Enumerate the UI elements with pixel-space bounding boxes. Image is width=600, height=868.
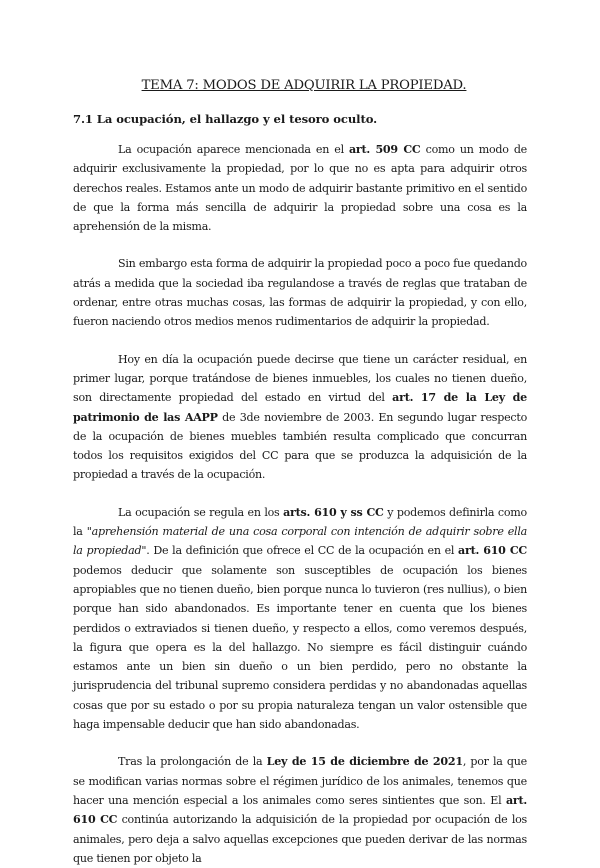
paragraph-5 bbox=[73, 752, 527, 868]
section-heading: 7.1 La ocupación, el hallazgo y el tesoro oculto. bbox=[73, 112, 378, 126]
text-run: como un modo de adquirir exclusivamente la propiedad, por lo que no es apta para adquirir otros derechos reales. Estamos ante un modo de adquirir bastante primitivo en el sentido de que la forma más sencilla de adquirir la propiedad sobre una cosa es la aprehensión de la misma. bbox=[73, 143, 527, 234]
text-run: de 3de noviembre de 2003. En segundo lugar respecto de la ocupación de bienes muebles también resulta complicado que concurran todos los requisitos exigidos del CC para que se produzca la adquisición de la propiedad a través de la ocupación. bbox=[73, 410, 527, 482]
legal-reference: Ley de 15 de diciembre de 2021 bbox=[266, 755, 463, 769]
legal-reference: art. 17 de la Ley de patrimonio de las AAPP bbox=[73, 391, 527, 424]
legal-reference: art. 509 CC bbox=[348, 143, 421, 156]
paragraph-1 bbox=[73, 140, 527, 236]
text-run: continúa autorizando la adquisición de la propiedad por ocupación de los animales, pero deja a salvo aquellas excepciones que pueden derivar de las normas que tienen por objeto la bbox=[73, 813, 527, 865]
legal-reference: art. 610 CC bbox=[458, 544, 527, 558]
paragraph-2 bbox=[73, 254, 527, 331]
text-run: , por la que se modifican varias normas sobre el régimen jurídico de los animales, tenemos que hacer una mención especial a los animales como seres sintientes que son. El bbox=[73, 755, 527, 807]
legal-reference: art. 610 CC bbox=[73, 793, 527, 827]
text-run: Sin embargo esta forma de adquirir la propiedad poco a poco fue quedando atrás a medida que la sociedad iba regulandose a través de reglas que trataban de ordenar, entre otras muchas cosas, las formas de adquirir la propiedad, y con ello, fueron naciendo otros medios menos rudimentarios de adquirir la propiedad. bbox=[73, 257, 527, 329]
text-run: . De la definición que ofrece el CC de la ocupación en el bbox=[146, 544, 459, 558]
text-run: podemos deducir que solamente son susceptibles de ocupación los bienes apropiables que no tienen dueño, bien porque nunca lo tuvieron (res nullius), o bien porque han sido abandonados. Es importante tener en cuenta que los bienes perdidos o extraviados si tienen dueño, y respecto a ellos, como veremos después, la figura que opera es la del hallazgo. No siempre es fácil distinguir cuándo estamos ante un bien sin dueño o un bien perdido, pero no obstante la jurisprudencia del tribunal supremo considera perdidas y no abandonadas aquellas cosas que por su estado o por su propia naturaleza tengan un valor ostensible que haga impensable deducir que han sido abandonadas. bbox=[73, 563, 527, 732]
paragraph-3 bbox=[73, 350, 527, 485]
text-run: Tras la prolongación de la bbox=[118, 755, 267, 769]
legal-reference: arts. 610 y ss CC bbox=[283, 505, 384, 519]
page-title: TEMA 7: MODOS DE ADQUIRIR LA PROPIEDAD. bbox=[141, 78, 467, 93]
paragraph-4 bbox=[73, 503, 527, 735]
text-run: La ocupación aparece mencionada en el bbox=[118, 143, 349, 156]
text-run: La ocupación se regula en los bbox=[118, 505, 284, 519]
definition-quote: "aprehensión material de una cosa corporal con intención de adquirir sobre ella la propiedad" bbox=[73, 525, 527, 558]
text-run: Hoy en día la ocupación puede decirse que tiene un carácter residual, en primer lugar, porque tratándose de bienes inmuebles, los cuales no tienen dueño, son directamente propiedad del estado en virtud del bbox=[73, 352, 527, 405]
text-run: y podemos definirla como la bbox=[73, 505, 527, 539]
